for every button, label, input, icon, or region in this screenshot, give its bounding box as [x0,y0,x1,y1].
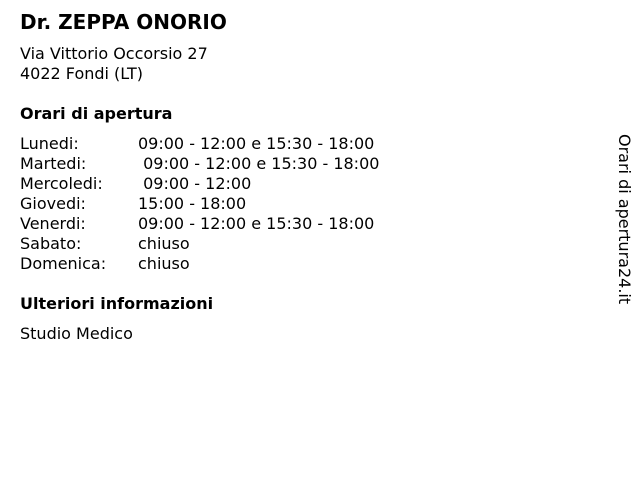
hours-row-wednesday [20,174,379,194]
address-city: 4022 Fondi (LT) [20,64,144,83]
time-value: 15:00 - 18:00 [138,194,247,213]
day-label: Venerdi: [20,214,86,233]
hours-row-sunday [20,254,379,274]
opening-hours-list [20,134,379,274]
hours-row-saturday [20,234,379,254]
hours-row-thursday [20,194,379,214]
day-label: Sabato: [20,234,82,253]
opening-hours-heading: Orari di apertura [20,104,173,123]
site-brand-vertical: Orari di apertura24.it [615,134,634,305]
day-label: Mercoledi: [20,174,103,193]
time-value: 09:00 - 12:00 [138,174,252,193]
hours-row-monday [20,134,379,154]
time-value: 09:00 - 12:00 e 15:30 - 18:00 [138,154,380,173]
hours-row-friday [20,214,379,234]
address-street: Via Vittorio Occorsio 27 [20,44,208,63]
address-block [20,44,208,84]
day-label: Martedi: [20,154,87,173]
hours-row-tuesday [20,154,379,174]
time-value: 09:00 - 12:00 e 15:30 - 18:00 [138,134,375,153]
further-info-heading: Ulteriori informazioni [20,294,214,313]
day-label: Lunedi: [20,134,79,153]
time-value: chiuso [138,254,190,273]
further-info-text: Studio Medico [20,324,133,343]
day-label: Domenica: [20,254,107,273]
day-label: Giovedi: [20,194,86,213]
page-title: Dr. ZEPPA ONORIO [20,10,227,34]
time-value: 09:00 - 12:00 e 15:30 - 18:00 [138,214,375,233]
time-value: chiuso [138,234,190,253]
